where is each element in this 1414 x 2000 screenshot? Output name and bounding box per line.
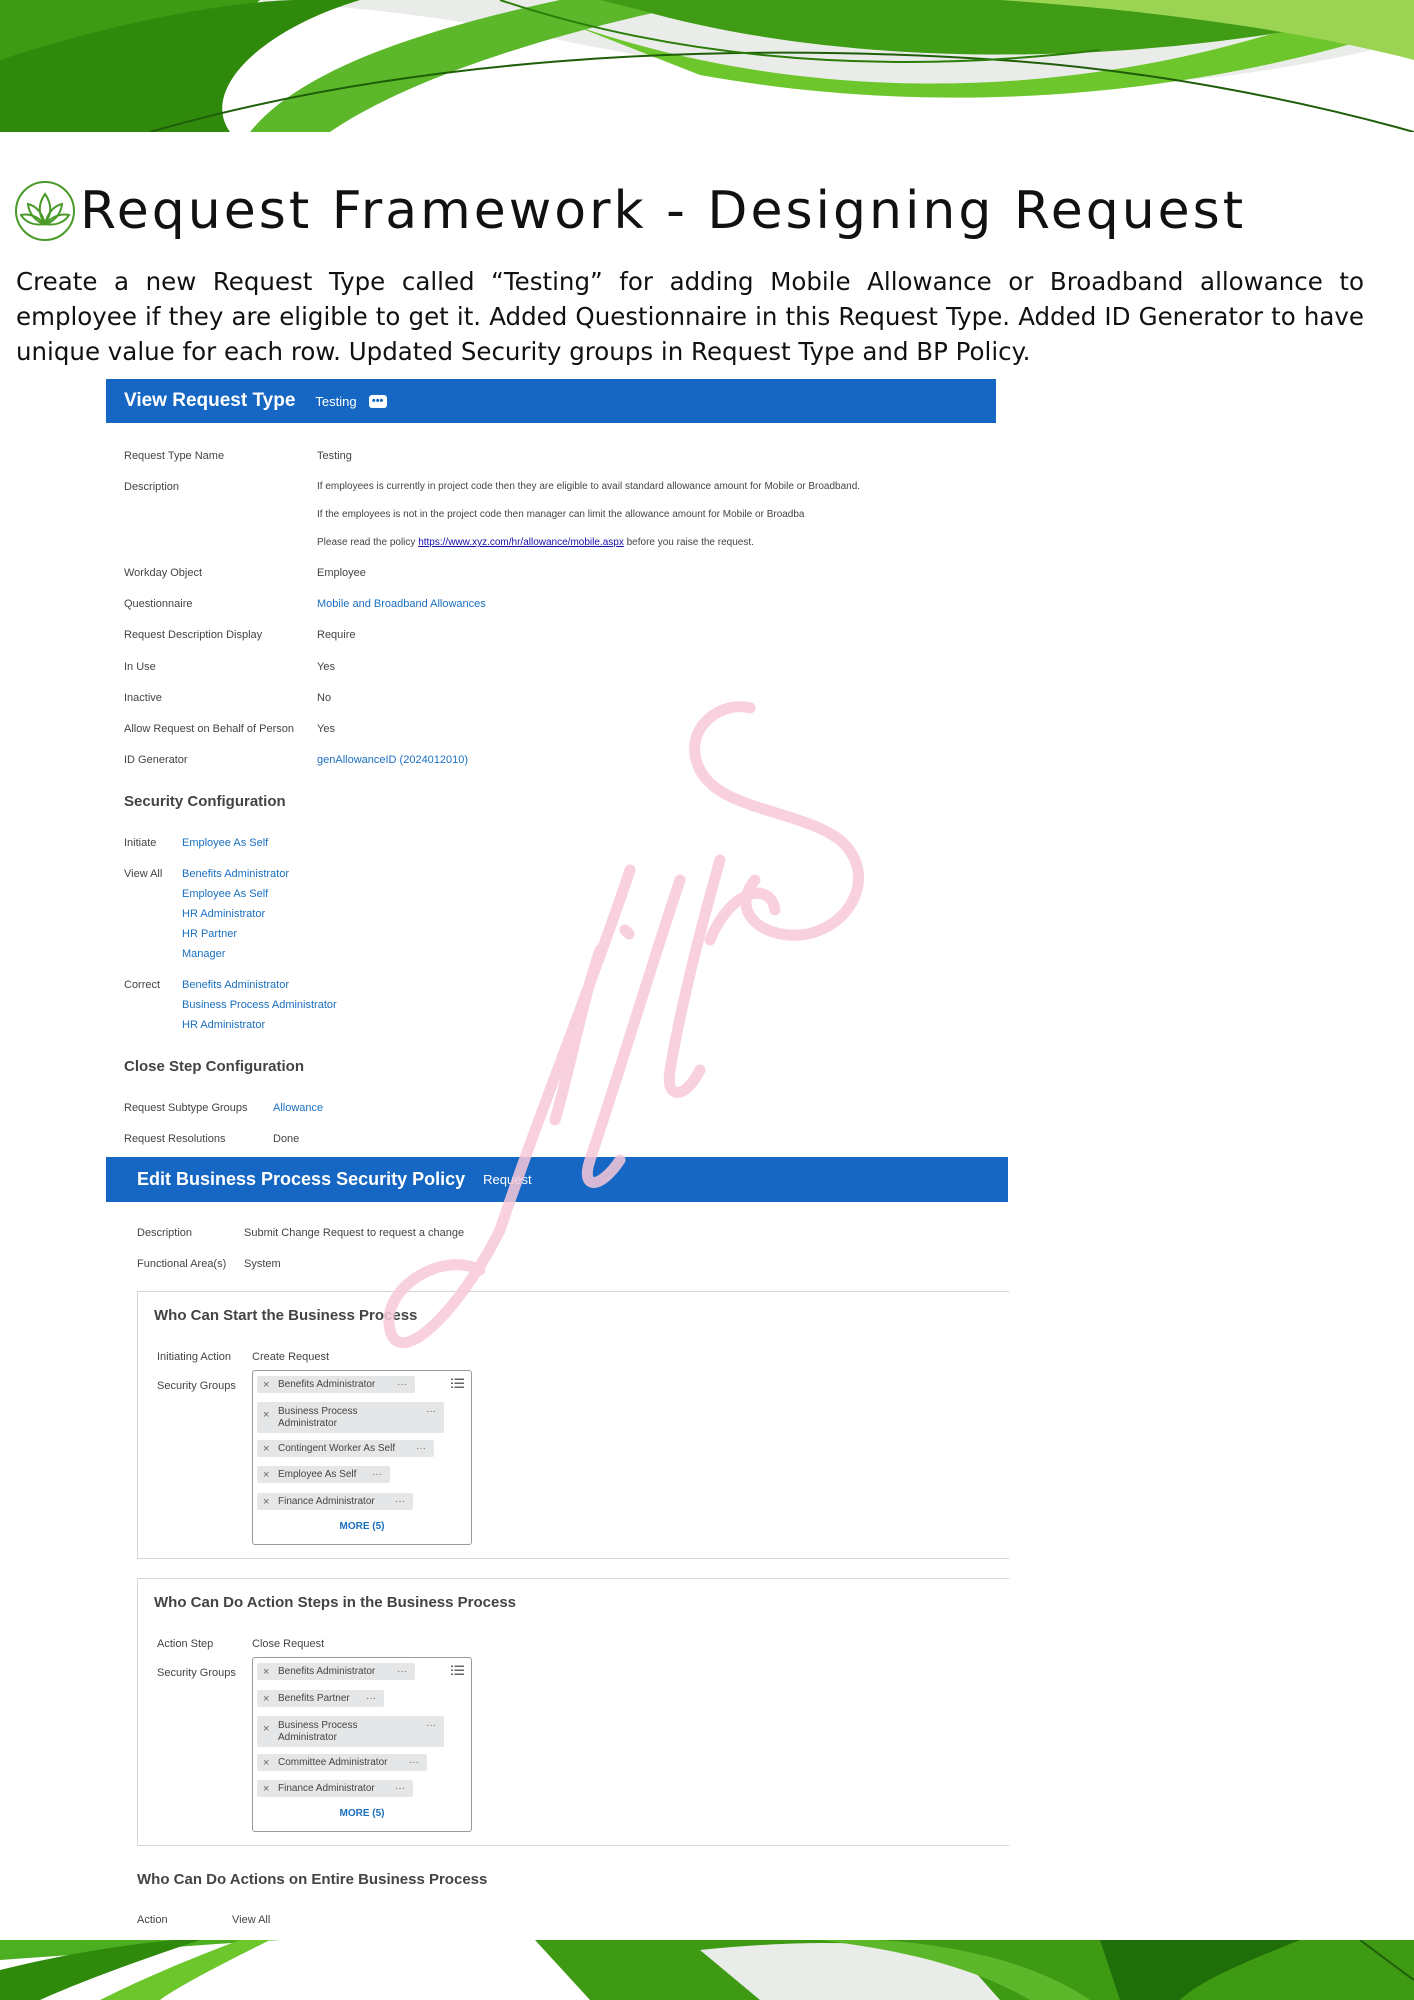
top-banner — [0, 0, 1414, 132]
more-icon[interactable]: ··· — [395, 1496, 405, 1507]
functional-area-value: System — [244, 1258, 281, 1270]
correct-group-link[interactable]: Business Process Administrator — [182, 999, 337, 1011]
list-icon[interactable] — [451, 1665, 464, 1676]
more-icon[interactable]: ··· — [366, 1693, 376, 1704]
action-steps-heading: Who Can Do Action Steps in the Business Process — [154, 1594, 517, 1611]
description-line-2: If the employees is not in the project code then manager can limit the allowance amount for Mobile or Broadba — [317, 509, 805, 520]
list-icon[interactable] — [451, 1378, 464, 1389]
close-step-heading: Close Step Configuration — [124, 1058, 304, 1075]
security-group-chip[interactable] — [257, 1663, 415, 1680]
security-group-chip[interactable] — [257, 1754, 427, 1771]
chip-label: Finance Administrator — [278, 1496, 375, 1507]
policy-link[interactable]: https://www.xyz.com/hr/allowance/mobile.aspx — [418, 537, 624, 548]
security-configuration-heading: Security Configuration — [124, 793, 286, 810]
description-line-3-prefix: Please read the policy — [317, 537, 416, 548]
more-link[interactable]: MORE (5) — [339, 1808, 385, 1819]
chip-label: Business Process Administrator — [278, 1720, 358, 1743]
security-group-chip[interactable] — [257, 1690, 384, 1707]
close-icon[interactable]: × — [263, 1783, 270, 1795]
chip-label: Contingent Worker As Self — [278, 1443, 396, 1454]
start-process-heading: Who Can Start the Business Process — [154, 1307, 418, 1324]
security-group-chip[interactable] — [257, 1376, 415, 1393]
view-all-group-link[interactable]: HR Administrator — [182, 908, 266, 920]
view-request-type-title: View Request Type — [124, 390, 296, 411]
action-step-label: Action Step — [157, 1638, 214, 1650]
questionnaire-label: Questionnaire — [124, 598, 193, 610]
bp-description-value: Submit Change Request to request a change — [244, 1227, 465, 1239]
resolutions-label: Request Resolutions — [124, 1133, 226, 1145]
view-all-label: View All — [124, 868, 163, 880]
description-label: Description — [124, 481, 180, 493]
page-title: Request Framework - Designing Request — [80, 181, 1247, 241]
bp-policy-subtitle: Request — [483, 1172, 532, 1187]
close-icon[interactable]: × — [263, 1496, 270, 1508]
more-icon[interactable]: ··· — [397, 1379, 407, 1390]
security-group-chip[interactable] — [257, 1780, 413, 1797]
action-steps-card — [137, 1578, 1009, 1846]
subtype-groups-link[interactable]: Allowance — [273, 1102, 324, 1114]
entire-action-label: Action — [137, 1914, 168, 1926]
correct-group-link[interactable]: Benefits Administrator — [182, 979, 289, 991]
chip-label: Benefits Partner — [278, 1693, 350, 1704]
description-line-3 — [317, 537, 754, 548]
entire-action-value: View All — [232, 1914, 271, 1926]
more-icon[interactable]: ··· — [409, 1757, 419, 1768]
security-groups-label: Security Groups — [157, 1380, 236, 1392]
security-group-chip[interactable] — [257, 1493, 413, 1510]
initiating-action-value: Create Request — [252, 1351, 330, 1363]
close-icon[interactable]: × — [263, 1379, 270, 1391]
more-link[interactable]: MORE (5) — [339, 1521, 385, 1532]
more-icon[interactable]: ··· — [397, 1666, 407, 1677]
close-icon[interactable]: × — [263, 1443, 270, 1455]
intro-paragraph: Create a new Request Type called “Testing” for adding Mobile Allowance or Broadband allowance to employee if they are eligible to get it. Added Questionnaire in this Request Type. Added ID Generator to have unique value for each row. Updated Security groups in Request Type and BP Policy. — [16, 267, 1364, 366]
id-generator-link[interactable]: genAllowanceID (2024012010) — [317, 754, 469, 766]
more-icon[interactable]: ··· — [416, 1443, 426, 1454]
workday-object-value: Employee — [317, 567, 366, 579]
resolutions-value: Done — [273, 1133, 300, 1145]
description-line-1: If employees is currently in project code then they are eligible to avail standard allowance amount for Mobile or Broadband. — [317, 481, 861, 492]
view-all-group-link[interactable]: Employee As Self — [182, 888, 269, 900]
request-description-display-value: Require — [317, 629, 356, 641]
chip-label: Employee As Self — [278, 1469, 357, 1480]
more-icon[interactable]: ··· — [395, 1783, 405, 1794]
correct-label: Correct — [124, 979, 161, 991]
security-group-chip[interactable] — [257, 1466, 390, 1483]
inactive-value: No — [317, 692, 332, 704]
bp-policy-header — [106, 1157, 1008, 1202]
security-group-chip[interactable] — [257, 1440, 434, 1457]
chip-label: Committee Administrator — [278, 1757, 388, 1768]
in-use-value: Yes — [317, 661, 335, 673]
more-icon[interactable]: ··· — [426, 1720, 436, 1731]
lotus-icon — [14, 180, 76, 242]
allow-on-behalf-value: Yes — [317, 723, 335, 735]
view-all-group-link[interactable]: Benefits Administrator — [182, 868, 289, 880]
close-icon[interactable]: × — [263, 1666, 270, 1678]
allow-on-behalf-label: Allow Request on Behalf of Person — [124, 723, 294, 735]
request-type-name-value: Testing — [317, 450, 352, 462]
security-groups-label: Security Groups — [157, 1667, 236, 1679]
close-icon[interactable]: × — [263, 1469, 270, 1481]
security-groups-box[interactable] — [252, 1370, 472, 1545]
security-group-chip[interactable] — [257, 1716, 444, 1747]
chip-label: Finance Administrator — [278, 1783, 375, 1794]
chip-label: Benefits Administrator — [278, 1379, 376, 1390]
id-generator-label: ID Generator — [124, 754, 188, 766]
close-icon[interactable]: × — [263, 1757, 270, 1769]
inactive-label: Inactive — [124, 692, 162, 704]
more-icon[interactable]: ··· — [372, 1469, 382, 1480]
close-icon[interactable]: × — [263, 1723, 270, 1735]
bp-policy-title: Edit Business Process Security Policy — [137, 1169, 466, 1189]
request-type-name-label: Request Type Name — [124, 450, 225, 462]
request-type-subtitle: Testing — [315, 393, 357, 409]
questionnaire-link[interactable]: Mobile and Broadband Allowances — [317, 598, 486, 610]
entire-process-heading: Who Can Do Actions on Entire Business Process — [137, 1871, 488, 1888]
functional-area-label: Functional Area(s) — [137, 1258, 227, 1270]
initiate-group-link[interactable]: Employee As Self — [182, 837, 269, 849]
workday-object-label: Workday Object — [124, 567, 203, 579]
more-icon[interactable]: ••• — [369, 395, 387, 408]
more-icon[interactable]: ··· — [426, 1406, 436, 1417]
view-request-type-header — [106, 379, 996, 423]
description-line-3-suffix: before you raise the request. — [626, 537, 754, 548]
chip-label: Business Process Administrator — [278, 1406, 358, 1429]
security-group-chip[interactable] — [257, 1402, 444, 1433]
in-use-label: In Use — [124, 661, 156, 673]
action-step-value: Close Request — [252, 1638, 325, 1650]
close-icon[interactable]: × — [263, 1409, 270, 1421]
correct-group-link[interactable]: HR Administrator — [182, 1019, 266, 1031]
security-groups-box[interactable] — [252, 1657, 472, 1832]
bp-description-label: Description — [137, 1227, 193, 1239]
request-description-display-label: Request Description Display — [124, 629, 263, 641]
chip-label: Benefits Administrator — [278, 1666, 376, 1677]
view-all-group-link[interactable]: HR Partner — [182, 928, 238, 940]
initiating-action-label: Initiating Action — [157, 1351, 231, 1363]
start-process-card — [137, 1291, 1009, 1559]
close-icon[interactable]: × — [263, 1693, 270, 1705]
initiate-label: Initiate — [124, 837, 157, 849]
view-all-group-link[interactable]: Manager — [182, 948, 226, 960]
subtype-groups-label: Request Subtype Groups — [124, 1102, 248, 1114]
bottom-banner — [0, 1940, 1414, 2000]
view-request-type-panel — [106, 379, 996, 1149]
bp-security-policy-panel — [106, 1157, 1008, 1937]
title-row — [14, 180, 1246, 242]
